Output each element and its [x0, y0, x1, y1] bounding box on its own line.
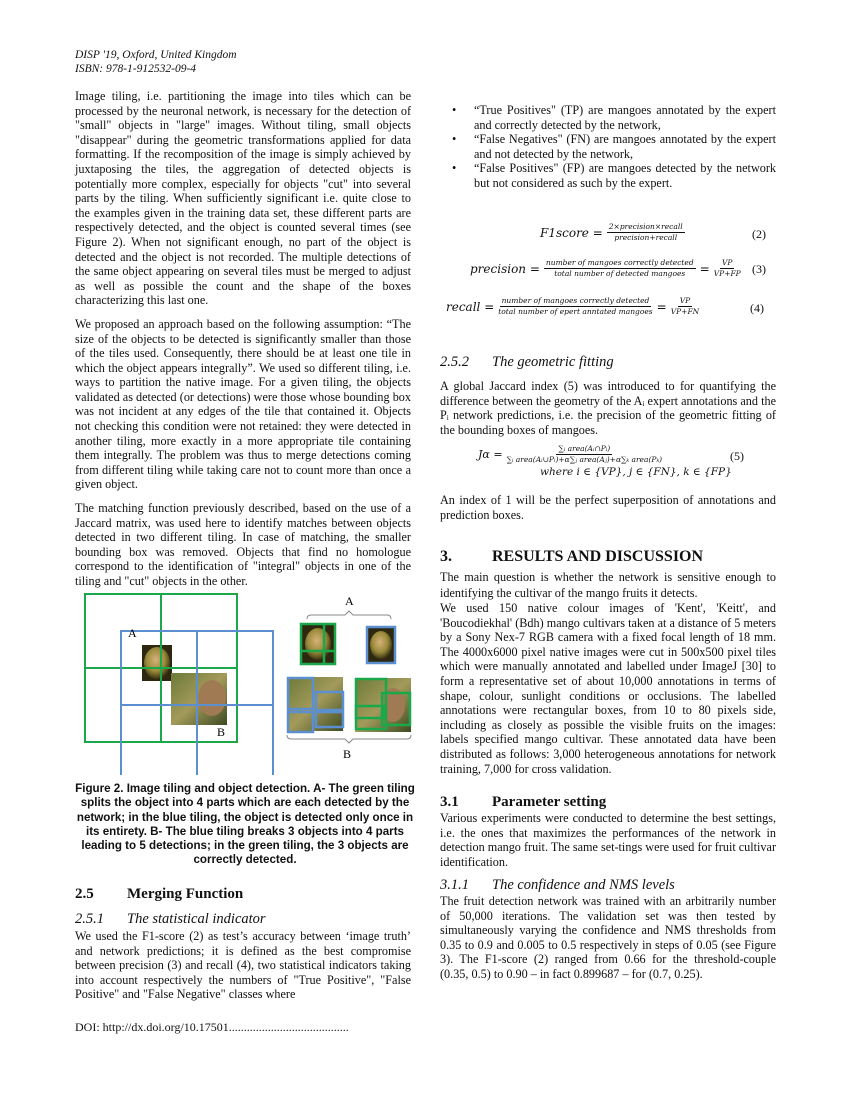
paragraph-matching: The matching function previously described, based on the use of a Jaccard matrix, was used here to identify matches between objects detected in two different tiling. In case of matching, the smaller bounding box was removed. Objects that find no homologue correspond to the identification of "integral" objects in one of the tiling and "cut" objects in the other. [75, 501, 411, 588]
section-number: 3. [440, 548, 452, 565]
section-2-5-heading [75, 885, 243, 903]
eq-denominator: precision+recall [614, 233, 678, 242]
label-a-left: A [128, 626, 137, 640]
eq-numerator: VP [722, 258, 733, 267]
eq-numerator: 2×precision×recall [608, 222, 683, 231]
doi-footer: DOI: http://dx.doi.org/10.17501........................................ [75, 1020, 349, 1034]
equation-jaccard-where: where i ∈ {VP}, j ∈ {FN}, k ∈ {FP} [540, 466, 732, 478]
figure-caption: Figure 2. Image tiling and object detection. A- The green tiling splits the object into 4 parts which are each detected by the network; in the blue tiling, the object is detected only once in its entirety. B- The blue tiling breaks 3 objects into 4 parts leading to 5 detections; in the green tiling, the 3 objects are correctly detected. [75, 782, 415, 867]
eq-numerator: number of mangoes correctly detected [501, 296, 650, 305]
section-2-5-1-heading [75, 911, 266, 928]
left-paragraphs [75, 89, 411, 589]
section-title: RESULTS AND DISCUSSION [492, 548, 704, 565]
paragraph-dataset: We used 150 native colour images of 'Kent', 'Keitt', and 'Boucodiekhal' (Bdh) mango cultivars taken at a distance of 5 meters by a Sony Nex-7 RGB camera with a fixed focal length of 18 mm. The 4000x6000 pixel native images were cut in 500x500 pixel tiles which were manually annotated and labelled under ImageJ [30] to form a representative set of about 10,000 annotations in terms of shape, colour, sunlight conditions or occlusions. The labelled annotations were rectangular boxes, from 10 to 80 pixels side, including as closely as possible the visible fruits on the images: labels specified mango cultivar. These annotated data have been distributed as follows: 3,000 heterogeneous annotations for network training, 7,000 for cross validation. [440, 601, 776, 776]
eq-numerator: VP [679, 296, 691, 305]
figure-2-tiling [75, 585, 420, 775]
isbn-line: ISBN: 978-1-912532-09-4 [75, 62, 197, 75]
eq-equals: = [656, 299, 667, 314]
section-number: 3.1.1 [440, 877, 469, 893]
equation-number: (2) [752, 227, 766, 241]
equation-precision [470, 258, 745, 279]
eq-denominator: ∑ᵢ area(Aᵢ∪Pᵢ)+α∑ⱼ area(Aⱼ)+α∑ₖ area(Pₖ) [506, 455, 663, 464]
paragraph-confidence-nms: The fruit detection network was trained with an arbitrarily number of 50,000 iterations. The validation set was then tested by simultaneously varying the confidence and NMS thresholds from 0.35 to 0.9 and 0.005 to 0.5 respectively in steps of 0.05 (see Figure 3). The F1-score (2) ranged from 0.66 for the threshold-couple (0.35, 0.5) to 0.90 – in fact 0.899687 – for (0.7, 0.25). [440, 894, 776, 981]
section-title: The statistical indicator [127, 911, 266, 927]
label-b-right: B [343, 747, 352, 761]
eq-lhs: Jα = [478, 448, 503, 461]
eq-numerator: ∑ᵢ area(Aᵢ∩Pᵢ) [558, 444, 611, 453]
eq-denominator: total number of detected mangoes [554, 269, 686, 278]
eq-denominator: VP+FN [670, 307, 700, 316]
equation-recall [446, 296, 703, 317]
paragraph-jaccard: A global Jaccard index (5) was introduced to for quantifying the difference between the geometry of the Aᵢ expert annotations and the Pᵢ network predictions, i.e. the precision of the geometric fitting of the bounding boxes of mangoes. [440, 379, 776, 437]
bullet-false-positives: • “False Positives" (FP) are mangoes detected by the network but not considered as such by the expert. [440, 161, 776, 190]
equation-number: (5) [730, 449, 744, 463]
paragraph-f1: We used the F1-score (2) as test’s accuracy between ‘image truth’ and network predictions; it is defined as the best compromise between precision (3) and recall (4), two statistical indicators taking into account respectively the numbers of "True Positive", "False Positive" and "False Negative" classes where [75, 929, 411, 1002]
bullet-false-negatives: • “False Negatives" (FN) are mangoes annotated by the expert and not detected by the network, [440, 132, 776, 161]
eq-denominator: VP+FP [713, 269, 741, 278]
section-title: The geometric fitting [492, 354, 614, 370]
eq-lhs: precision = [470, 261, 540, 276]
paragraph-approach: We proposed an approach based on the following assumption: “The size of the objects to be detected is significantly smaller than those of the tiles used. Consequently, there should be at least one tile in which the object appears integrally”. We used so different tiling, i.e. ways to partition the native image. For a given tiling, the objects validated as detected (or detections) were those whose bounding box was not incident at any edges of the tile that contained it. Objects not checking this condition were not retained: they were detected in another tiling, more exactly in a more appropriate tile containing them integrally. The problem was thus to merge detections coming from different tiling while taking care not to count more than once a given object. [75, 316, 411, 492]
section-3-1-1-heading [440, 877, 675, 894]
label-b-left: B [217, 725, 226, 739]
equation-f1 [540, 222, 689, 243]
paragraph-index: An index of 1 will be the perfect superposition of annotations and prediction boxes. [440, 493, 776, 522]
eq-lhs: F1score = [540, 225, 603, 240]
definition-list [440, 103, 776, 191]
paragraph-question: The main question is whether the network is sensitive enough to identifying the cultivar of the mango fruits it detects. [440, 570, 776, 600]
eq-lhs: recall = [446, 299, 495, 314]
section-number: 2.5.2 [440, 354, 469, 370]
section-number: 2.5.1 [75, 911, 104, 927]
equation-number: (4) [750, 301, 764, 315]
paragraph-tiling: Image tiling, i.e. partitioning the image into tiles which can be processed by the neuronal network, is necessary for the detection of "small" objects in "large" images. Without tiling, small objects "disappear" during the geometric transformations applied for data formatting. If the recomposition of the image is simply achieved by juxtaposing the tiles, the aggregation of detected objects is potentially more complex, especially for objects "cut" into several parts by the tiling. When sufficiently significant i.e. quite close to the examples given in the training data set, these different parts are respectively detected, and the object is counted several times (see Figure 2). When not significant enough, no part of the object is detected and the object is not recorded. The multiple detections of the same object appearing on several tiles must be merged to adjust as well as possible the count and the shape of the boxes characterizing this last one. [75, 89, 411, 308]
brace-b [287, 735, 411, 743]
brace-a [307, 611, 391, 619]
paragraph-parameters: Various experiments were conducted to determine the best settings, i.e. the ones that maximizes the performances of the network in detection mango fruit. The same set-tings were used for fruit cultivar identification. [440, 811, 776, 869]
conference-line: DISP '19, Oxford, United Kingdom [75, 49, 237, 61]
eq-denominator: total number of epert anntated mangoes [498, 307, 653, 316]
equation-jaccard [478, 444, 666, 465]
section-2-5-2-heading [440, 354, 614, 371]
eq-numerator: number of mangoes correctly detected [545, 258, 694, 267]
equation-number: (3) [752, 262, 766, 276]
section-title: Merging Function [127, 886, 244, 902]
eq-equals: = [699, 261, 710, 276]
section-3-1-heading [440, 793, 606, 811]
section-title: The confidence and NMS levels [492, 877, 675, 893]
running-header [75, 49, 237, 76]
results-paragraphs [440, 569, 776, 776]
label-a-right: A [345, 594, 354, 608]
section-3-heading [440, 547, 703, 566]
section-number: 3.1 [440, 794, 459, 810]
section-title: Parameter setting [492, 794, 607, 810]
section-number: 2.5 [75, 886, 94, 902]
bullet-true-positives: • “True Positives" (TP) are mangoes annotated by the expert and correctly detected by the network, [440, 103, 776, 132]
